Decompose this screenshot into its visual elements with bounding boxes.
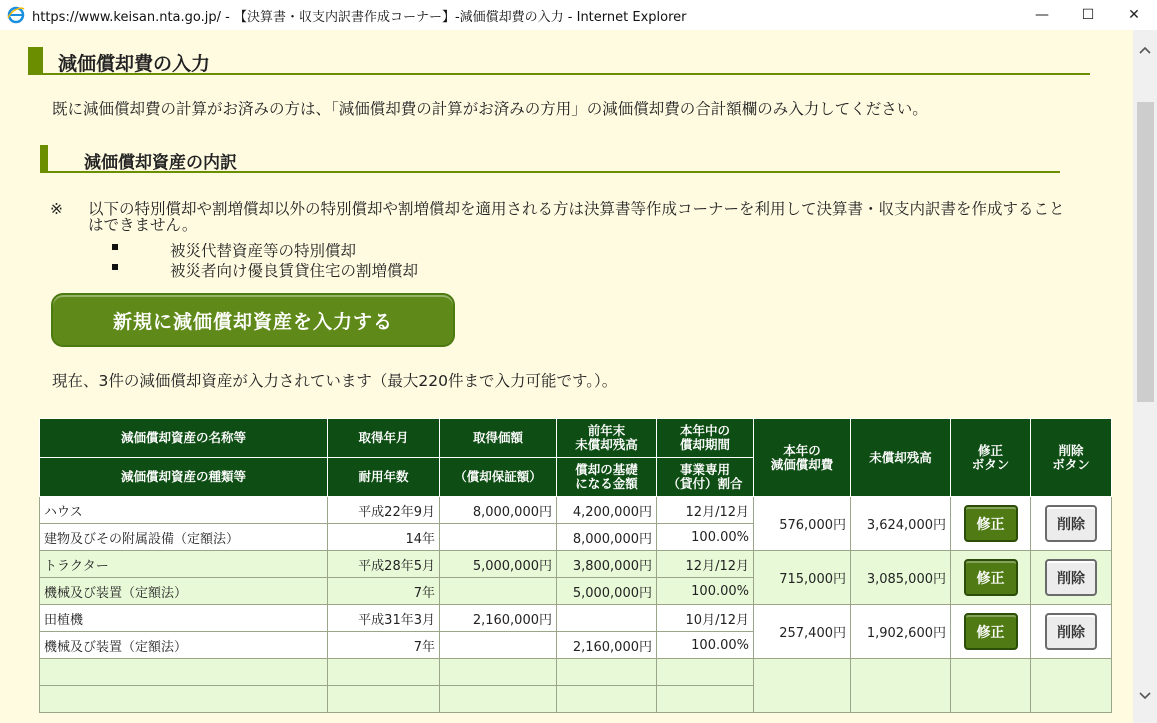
delete-button[interactable]: 削除 [1045,613,1097,650]
asset-depreciation: 576,000円 [754,497,851,551]
delete-cell [1031,551,1112,605]
empty-cell [40,686,328,713]
asset-life: 14年 [328,524,440,551]
modify-button[interactable]: 修正 [964,505,1018,542]
header-delete [1031,419,1112,497]
header-prev-balance [557,419,657,458]
delete-button[interactable]: 削除 [1045,559,1097,596]
scrollbar-thumb[interactable] [1137,102,1154,402]
modify-cell [951,551,1031,605]
section-title: 減価償却資産の内訳 [84,153,237,173]
header-unamortized: 未償却残高 [851,419,951,497]
header-base [557,458,657,497]
header-ratio-line1: 事業専用 [679,462,730,477]
header-ratio [657,458,754,497]
modify-button[interactable]: 修正 [964,559,1018,596]
header-delete-line2: ボタン [1052,456,1090,472]
empty-cell [328,659,440,686]
new-asset-button[interactable]: 新規に減価償却資産を入力する [51,293,455,347]
maximize-button[interactable]: ☐ [1081,7,1095,23]
page-viewport [0,30,1133,723]
page-title: 減価償却費の入力 [58,53,211,75]
header-depreciation [754,419,851,497]
header-delete-line1: 削除 [1058,442,1084,458]
empty-cell [440,659,557,686]
empty-cell [328,686,440,713]
empty-cell [951,659,1031,713]
bullet-text: 被災代替資産等の特別償却 [170,242,357,260]
empty-cell [754,659,851,713]
asset-depreciation: 257,400円 [754,605,851,659]
empty-cell [851,659,951,713]
asset-acq-price: 2,160,000円 [440,605,557,632]
header-type: 減価償却資産の種類等 [40,458,328,497]
empty-cell [657,659,754,686]
empty-cell [657,686,754,713]
asset-base: 5,000,000円 [557,578,657,605]
header-modify-line1: 修正 [977,442,1003,458]
header-ratio-line2: （貸付）割合 [667,476,743,491]
header-prev-balance-line1: 前年末 [587,423,626,438]
asset-base: 8,000,000円 [557,524,657,551]
header-prev-balance-line2: 未償却残高 [575,437,638,452]
section-heading [40,145,1060,173]
asset-guarantee [440,578,557,605]
asset-period: 10月/12月 [657,605,754,632]
asset-life: 7年 [328,578,440,605]
asset-prev-balance [557,605,657,632]
asset-name: 田植機 [40,605,328,632]
asset-type: 機械及び装置（定額法） [40,578,328,605]
asset-ratio: 100.00% [657,578,754,605]
asset-base: 2,160,000円 [557,632,657,659]
header-life: 耐用年数 [328,458,440,497]
asset-guarantee [440,524,557,551]
modify-cell [951,605,1031,659]
asset-unamortized: 3,085,000円 [851,551,951,605]
asset-type: 建物及びその附属設備（定額法） [40,524,328,551]
empty-cell [440,686,557,713]
heading-accent-bar [28,47,43,73]
header-acq-date: 取得年月 [328,419,440,458]
header-base-line1: 償却の基礎 [575,462,638,477]
asset-unamortized: 1,902,600円 [851,605,951,659]
vertical-scrollbar[interactable] [1133,30,1157,723]
scroll-up-icon[interactable] [1133,38,1157,62]
asset-acq-price: 5,000,000円 [440,551,557,578]
modify-cell [951,497,1031,551]
header-depreciation-line1: 本年の [783,442,821,458]
intro-text: 既に減価償却費の計算がお済みの方は、「減価償却費の計算がお済みの方用」の減価償却費の合計額欄のみ入力してください。 [52,100,928,118]
asset-count-text: 現在、3件の減価償却資産が入力されています（最大220件まで入力可能です。）。 [52,372,618,390]
minimize-button[interactable]: — [1035,7,1049,23]
asset-type: 機械及び装置（定額法） [40,632,328,659]
asset-name: トラクター [40,551,328,578]
bullet-text: 被災者向け優良賃貸住宅の割増償却 [170,262,419,280]
notice-mark: ※ [50,200,63,218]
asset-life: 7年 [328,632,440,659]
page-heading [28,47,1090,75]
asset-guarantee [440,632,557,659]
header-base-line2: になる金額 [575,476,638,491]
bullet-square-icon [112,244,118,250]
section-accent-bar [40,145,48,171]
title-bar [0,0,1157,30]
close-button[interactable]: ✕ [1128,7,1140,23]
asset-period: 12月/12月 [657,551,754,578]
header-modify [951,419,1031,497]
header-modify-line2: ボタン [971,456,1010,472]
notice-text: 以下の特別償却や割増償却以外の特別償却や割増償却を適用される方は決算書等作成コーナーを利用して決算書・収支内訳書を作成することはできません。 [88,200,1065,234]
bullet-square-icon [112,264,118,270]
window-title: https://www.keisan.nta.go.jp/ - 【決算書・収支内訳書作成コーナー】-減価償却費の入力 - Internet Explorer [32,9,687,25]
asset-depreciation: 715,000円 [754,551,851,605]
header-depreciation-line2: 減価償却費 [770,456,834,472]
asset-acq-date: 平成28年5月 [328,551,440,578]
asset-ratio: 100.00% [657,524,754,551]
empty-cell [557,686,657,713]
asset-acq-date: 平成31年3月 [328,605,440,632]
empty-cell [557,659,657,686]
asset-period: 12月/12月 [657,497,754,524]
delete-cell [1031,605,1112,659]
header-guarantee: （償却保証額） [440,458,557,497]
header-period-line2: 償却期間 [679,437,730,452]
asset-table [39,418,1112,713]
scroll-down-icon[interactable] [1133,684,1157,708]
asset-acq-date: 平成22年9月 [328,497,440,524]
asset-ratio: 100.00% [657,632,754,659]
asset-prev-balance: 4,200,000円 [557,497,657,524]
empty-cell [40,659,328,686]
asset-unamortized: 3,624,000円 [851,497,951,551]
internet-explorer-icon [6,5,26,25]
header-name: 減価償却資産の名称等 [40,419,328,458]
header-period-line1: 本年中の [679,423,730,438]
header-acq-price: 取得価額 [440,419,557,458]
asset-prev-balance: 3,800,000円 [557,551,657,578]
empty-cell [1031,659,1112,713]
delete-button[interactable]: 削除 [1045,505,1097,542]
asset-acq-price: 8,000,000円 [440,497,557,524]
header-period [657,419,754,458]
modify-button[interactable]: 修正 [964,613,1018,650]
asset-name: ハウス [40,497,328,524]
delete-cell [1031,497,1112,551]
